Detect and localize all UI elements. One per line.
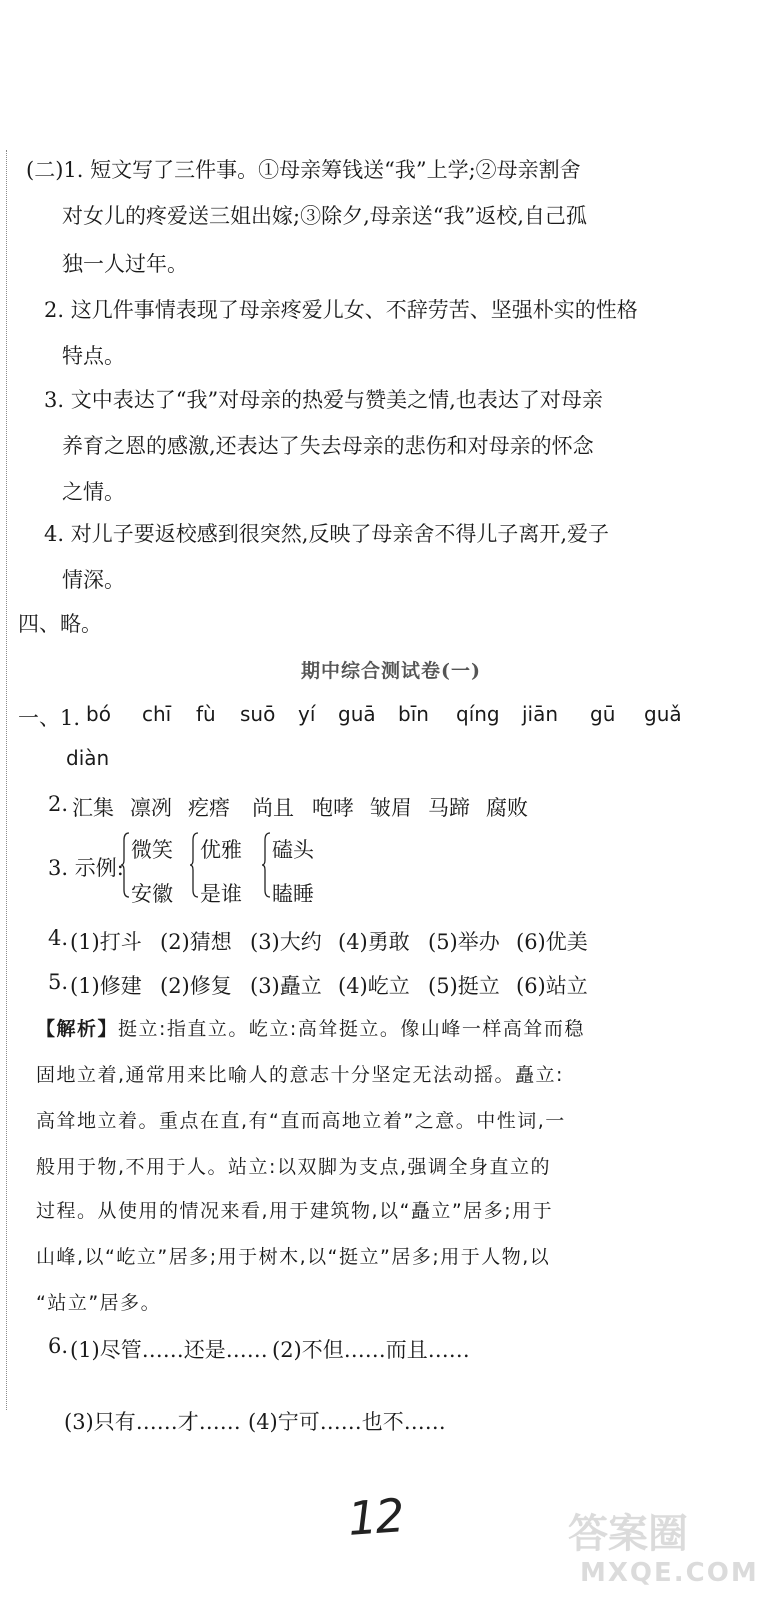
answer-2-3-line-1: 3. 文中表达了“我”对母亲的热爱与赞美之情,也表达了对母亲 <box>44 388 603 412</box>
q4-item-5: (5)举办 <box>428 930 500 954</box>
answer-2-1-line-2: 对女儿的疼爱送三姐出嫁;③除夕,母亲送“我”返校,自己孤 <box>62 204 587 228</box>
answer-2-3-line-3: 之情。 <box>62 480 125 504</box>
q2-word-3: 疙瘩 <box>188 796 230 820</box>
q3-group-3-bottom: 瞌睡 <box>272 882 314 906</box>
analysis-line-1-text: 挺立:指直立。屹立:高耸挺立。像山峰一样高耸而稳 <box>118 1018 585 1040</box>
q4-item-2: (2)猜想 <box>160 930 232 954</box>
q3-group-1-top: 微笑 <box>131 838 173 862</box>
q5-item-4: (4)屹立 <box>338 974 410 998</box>
pinyin-6: guā <box>338 702 376 726</box>
pinyin-8: qíng <box>456 702 500 726</box>
q5-item-1: (1)修建 <box>70 974 142 998</box>
pinyin-7: bīn <box>398 702 429 726</box>
brace-2 <box>190 832 199 898</box>
pinyin-11: guǎ <box>644 702 682 726</box>
pinyin-5: yí <box>298 702 316 726</box>
q4-item-6: (6)优美 <box>516 930 588 954</box>
brace-1 <box>121 832 130 898</box>
pinyin-10: gū <box>590 702 616 726</box>
answer-2-2-line-1: 2. 这几件事情表现了母亲疼爱儿女、不辞劳苦、坚强朴实的性格 <box>44 298 638 322</box>
q2-word-1: 汇集 <box>72 796 114 820</box>
brace-3 <box>262 832 271 898</box>
q2-word-8: 腐败 <box>486 796 528 820</box>
answer-2-3-line-2: 养育之恩的感激,还表达了失去母亲的悲伤和对母亲的怀念 <box>62 434 594 458</box>
q2-word-7: 马蹄 <box>428 796 470 820</box>
q4-item-4: (4)勇敢 <box>338 930 410 954</box>
section-1-q6-number: 6. <box>48 1334 69 1358</box>
section-1-q4-number: 4. <box>48 926 69 950</box>
section-1-q2-number: 2. <box>48 792 69 816</box>
q6-item-3: (3)只有……才…… <box>64 1410 241 1434</box>
analysis-line-2: 固地立着,通常用来比喻人的意志十分坚定无法动摇。矗立: <box>36 1064 564 1086</box>
q2-word-4: 尚且 <box>252 796 294 820</box>
q5-item-6: (6)站立 <box>516 974 588 998</box>
answer-4: 四、略。 <box>18 612 102 636</box>
pinyin-3: fù <box>196 702 216 726</box>
pinyin-4: suō <box>240 702 276 726</box>
handwritten-page-number: 12 <box>346 1488 405 1546</box>
q3-group-2-top: 优雅 <box>200 838 242 862</box>
q6-item-4: (4)宁可……也不…… <box>248 1410 446 1434</box>
q4-item-3: (3)大约 <box>250 930 322 954</box>
analysis-line-6: 山峰,以“屹立”居多;用于树木,以“挺立”居多;用于人物,以 <box>36 1246 551 1268</box>
answer-2-1-line-1: (二)1. 短文写了三件事。①母亲筹钱送“我”上学;②母亲割舍 <box>26 158 581 182</box>
analysis-line-7: “站立”居多。 <box>36 1292 162 1314</box>
q2-word-6: 皱眉 <box>370 796 412 820</box>
pinyin-1: bó <box>86 702 111 726</box>
q3-group-1-bottom: 安徽 <box>131 882 173 906</box>
analysis-line-3: 高耸地立着。重点在直,有“直而高地立着”之意。中性词,一 <box>36 1110 566 1132</box>
analysis-line-1 <box>36 1014 585 1041</box>
section-1-q5-number: 5. <box>48 970 69 994</box>
answer-2-4-line-2: 情深。 <box>62 568 125 592</box>
q2-word-5: 咆哮 <box>312 796 354 820</box>
q6-item-2: (2)不但……而且…… <box>272 1338 470 1362</box>
q5-item-3: (3)矗立 <box>250 974 322 998</box>
analysis-label: 【解析】 <box>36 1018 119 1040</box>
watermark-bottom: MXQE.COM <box>580 1558 759 1588</box>
q3-group-3-top: 磕头 <box>272 838 314 862</box>
answer-2-1-line-3: 独一人过年。 <box>62 252 188 276</box>
pinyin-12: diàn <box>66 746 110 770</box>
watermark-logo <box>548 1500 778 1600</box>
q5-item-2: (2)修复 <box>160 974 232 998</box>
section-1-q1-prefix: 一、1. <box>18 706 81 730</box>
exam-title: 期中综合测试卷(一) <box>301 660 481 682</box>
q5-item-5: (5)挺立 <box>428 974 500 998</box>
q4-item-1: (1)打斗 <box>70 930 142 954</box>
watermark-top: 答案圈 <box>568 1511 688 1557</box>
pinyin-2: chī <box>142 702 172 726</box>
answer-2-4-line-1: 4. 对儿子要返校感到很突然,反映了母亲舍不得儿子离开,爱子 <box>44 522 610 546</box>
q6-item-1: (1)尽管……还是…… <box>70 1338 268 1362</box>
analysis-line-5: 过程。从使用的情况来看,用于建筑物,以“矗立”居多;用于 <box>36 1200 554 1222</box>
binding-margin-rule <box>6 150 7 1410</box>
answer-2-2-line-2: 特点。 <box>62 344 125 368</box>
q3-group-2-bottom: 是谁 <box>200 882 242 906</box>
section-1-q3-prefix: 3. 示例: <box>48 856 124 880</box>
q2-word-2: 凛冽 <box>130 796 172 820</box>
analysis-line-4: 般用于物,不用于人。站立:以双脚为支点,强调全身直立的 <box>36 1156 551 1178</box>
pinyin-9: jiān <box>522 702 559 726</box>
